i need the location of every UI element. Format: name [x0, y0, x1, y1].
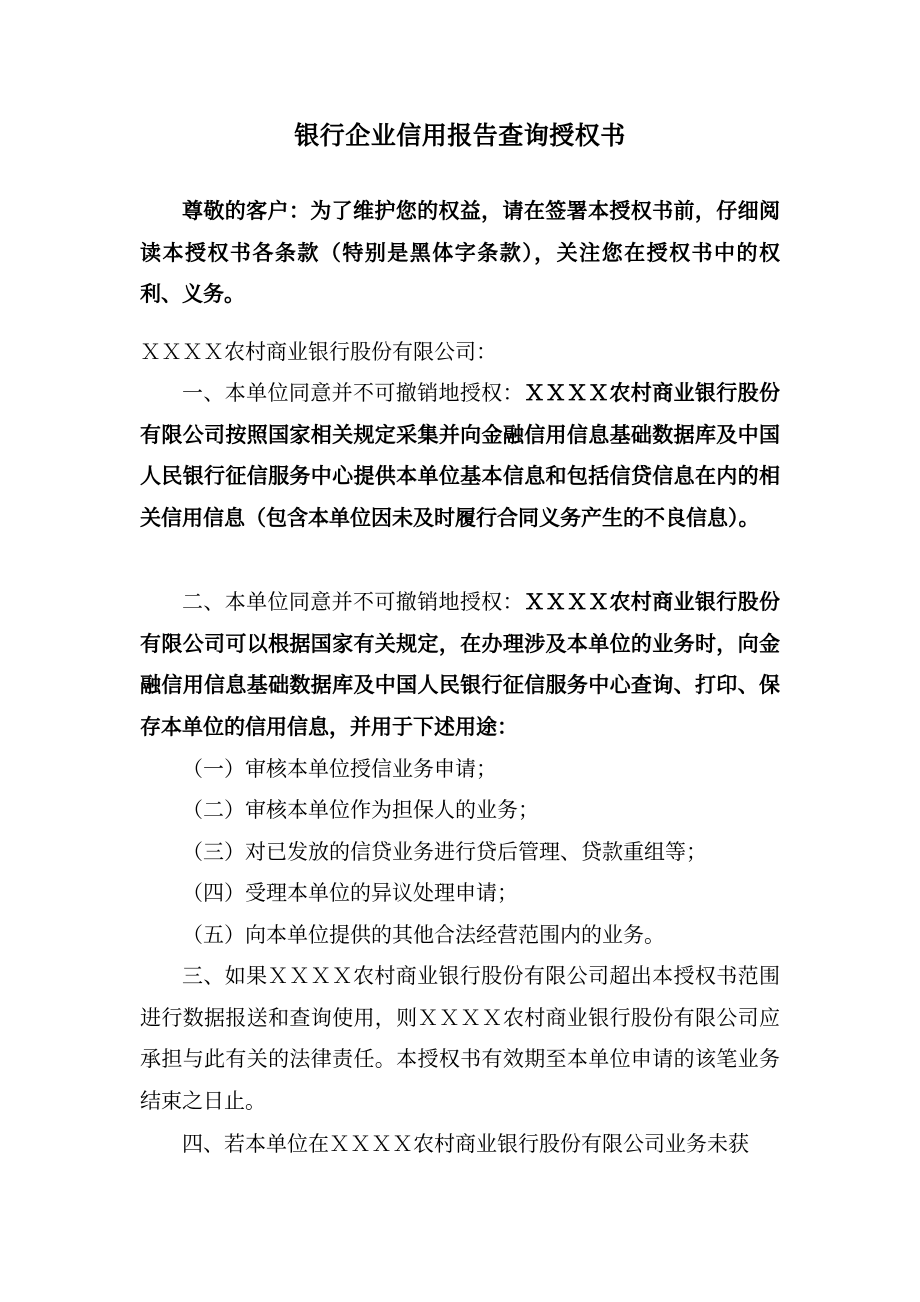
use-item: （二）审核本单位作为担保人的业务；	[182, 798, 539, 822]
clause-2-body: ＸＸＸＸ农村商业银行股份有限公司可以根据国家有关规定，在办理涉及本单位的业务时，向金融信用信息基础数据库及中国人民银行征信服务中心查询、打印、保存本单位的信用信息，并用于下述用途：	[140, 590, 781, 739]
use-item: （一）审核本单位授信业务申请；	[182, 757, 497, 781]
clause-2	[140, 582, 780, 748]
notice-paragraph: 尊敬的客户：为了维护您的权益，请在签署本授权书前，仔细阅读本授权书各条款（特别是黑体字条款），关注您在授权书中的权利、义务。	[140, 199, 780, 306]
use-item: （三）对已发放的信贷业务进行贷后管理、贷款重组等；	[182, 840, 707, 864]
clause-2-lead: 二、本单位同意并不可撤销地授权：	[182, 590, 524, 614]
clause-3: 三、如果ＸＸＸＸ农村商业银行股份有限公司超出本授权书范围进行数据报送和查询使用，则ＸＸＸＸ农村商业银行股份有限公司应承担与此有关的法律责任。本授权书有效期至本单位申请的该笔业务结束之日止。	[140, 964, 780, 1113]
clause-4: 四、若本单位在ＸＸＸＸ农村商业银行股份有限公司业务未获	[182, 1132, 749, 1156]
clause-1-lead: 一、本单位同意并不可撤销地授权：	[182, 381, 524, 405]
clause-1	[140, 373, 780, 539]
use-item: （五）向本单位提供的其他合法经营范围内的业务。	[182, 923, 665, 947]
clause-1-body: ＸＸＸＸ农村商业银行股份有限公司按照国家相关规定采集并向金融信用信息基础数据库及中国人民银行征信服务中心提供本单位基本信息和包括信贷信息在内的相关信用信息（包含本单位因未及时履行合同义务产生的不良信息）。	[140, 381, 781, 530]
addressee-line: ＸＸＸＸ农村商业银行股份有限公司：	[140, 340, 497, 364]
document-title: 银行企业信用报告查询授权书	[294, 121, 626, 150]
use-item: （四）受理本单位的异议处理申请；	[182, 881, 518, 905]
